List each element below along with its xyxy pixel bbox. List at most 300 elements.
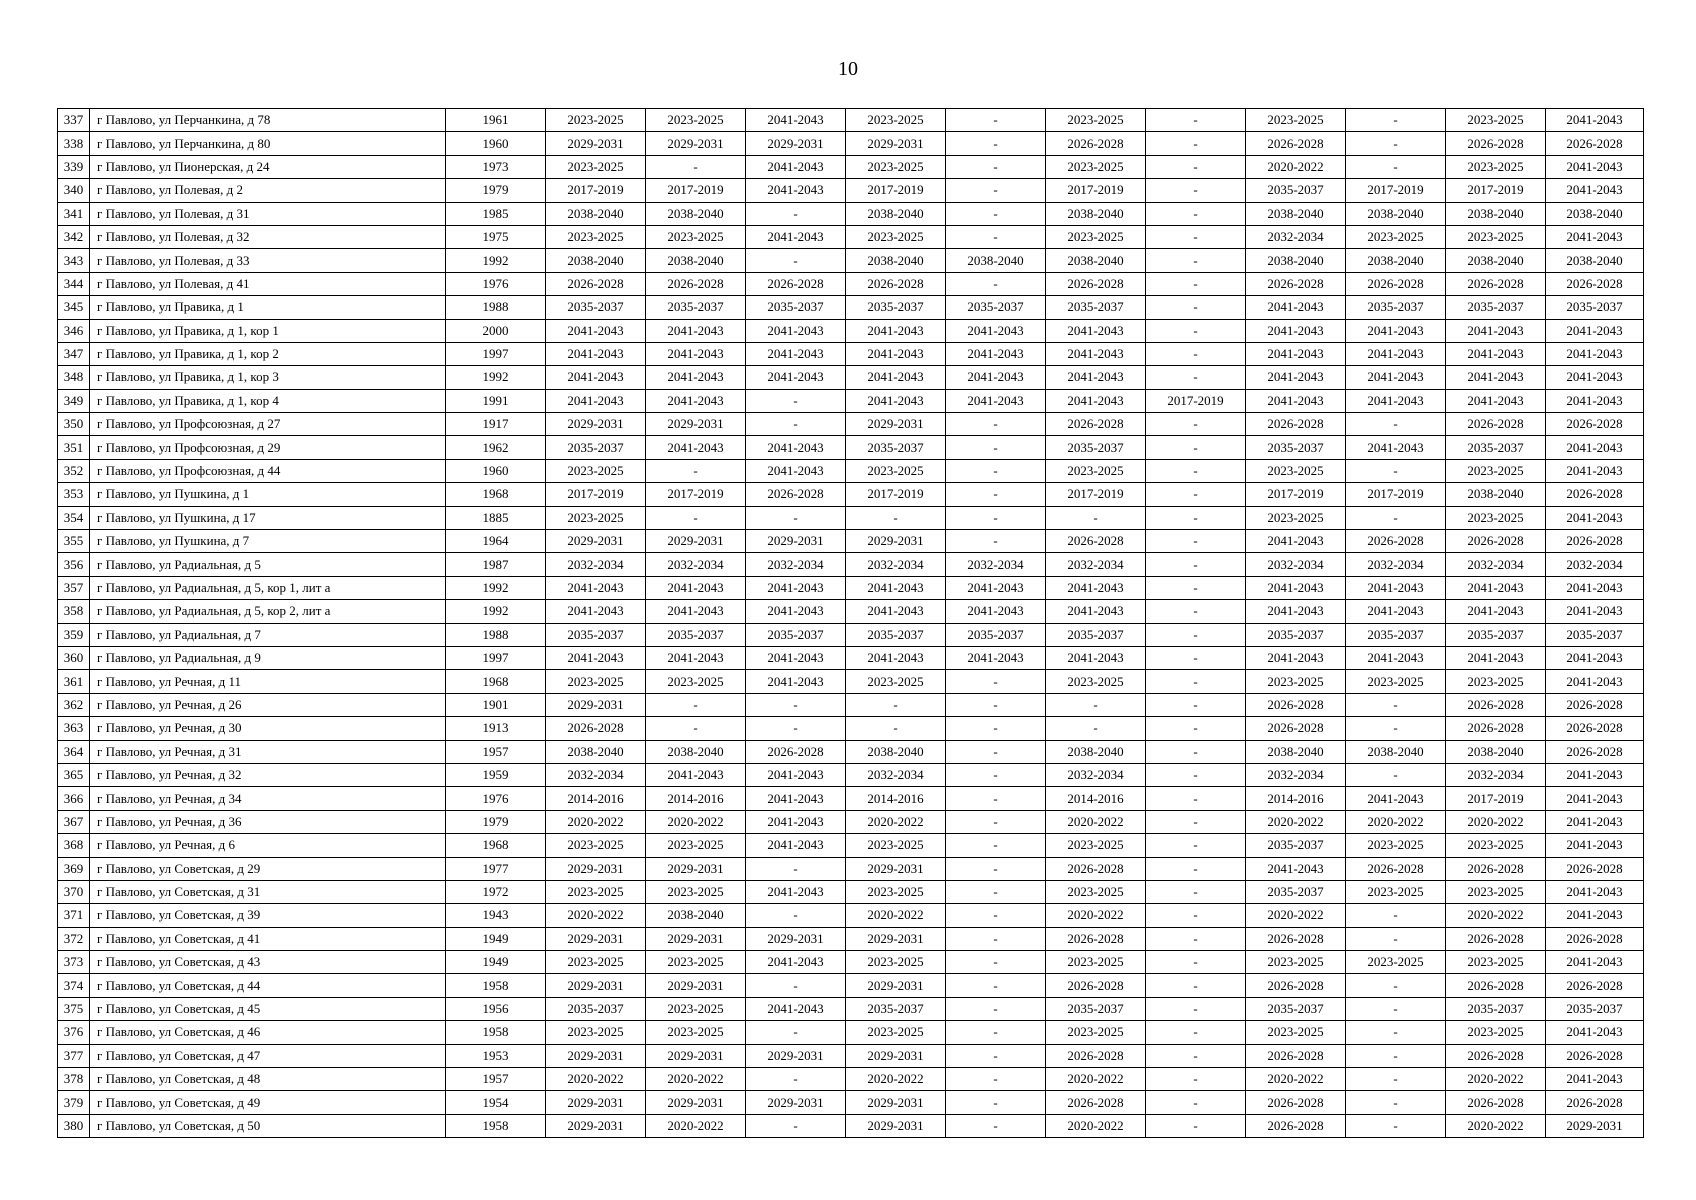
row-number-cell: 337 — [58, 109, 90, 132]
period-cell-9: 2038-2040 — [1346, 249, 1446, 272]
period-cell-11: 2035-2037 — [1546, 623, 1644, 646]
period-cell-1: 2023-2025 — [546, 834, 646, 857]
period-cell-10: 2038-2040 — [1446, 249, 1546, 272]
build-year-cell: 1961 — [446, 109, 546, 132]
period-cell-10: 2020-2022 — [1446, 904, 1546, 927]
build-year-cell: 1997 — [446, 646, 546, 669]
period-cell-9: - — [1346, 1044, 1446, 1067]
period-cell-8: 2026-2028 — [1246, 413, 1346, 436]
period-cell-9: - — [1346, 1091, 1446, 1114]
period-cell-4: 2023-2025 — [846, 109, 946, 132]
build-year-cell: 1964 — [446, 530, 546, 553]
period-cell-3: 2041-2043 — [746, 576, 846, 599]
period-cell-9: 2038-2040 — [1346, 202, 1446, 225]
table-row — [58, 530, 1644, 553]
period-cell-7: - — [1146, 951, 1246, 974]
address-cell: г Павлово, ул Пионерская, д 24 — [90, 155, 446, 178]
period-cell-1: 2023-2025 — [546, 109, 646, 132]
row-number-cell: 360 — [58, 646, 90, 669]
period-cell-10: 2026-2028 — [1446, 974, 1546, 997]
period-cell-5: - — [946, 1021, 1046, 1044]
period-cell-7: - — [1146, 717, 1246, 740]
address-cell: г Павлово, ул Пушкина, д 7 — [90, 530, 446, 553]
period-cell-2: 2029-2031 — [646, 857, 746, 880]
table-row — [58, 296, 1644, 319]
period-cell-3: 2041-2043 — [746, 646, 846, 669]
period-cell-7: - — [1146, 506, 1246, 529]
period-cell-4: - — [846, 717, 946, 740]
row-number-cell: 379 — [58, 1091, 90, 1114]
period-cell-4: 2041-2043 — [846, 389, 946, 412]
period-cell-3: 2041-2043 — [746, 763, 846, 786]
period-cell-8: 2041-2043 — [1246, 646, 1346, 669]
address-cell: г Павлово, ул Правика, д 1 — [90, 296, 446, 319]
period-cell-9: - — [1346, 1114, 1446, 1137]
period-cell-4: 2029-2031 — [846, 132, 946, 155]
period-cell-2: 2029-2031 — [646, 927, 746, 950]
period-cell-6: 2023-2025 — [1046, 670, 1146, 693]
row-number-cell: 359 — [58, 623, 90, 646]
period-cell-4: 2020-2022 — [846, 1068, 946, 1091]
period-cell-6: 2020-2022 — [1046, 1068, 1146, 1091]
period-cell-9: 2041-2043 — [1346, 787, 1446, 810]
table-row — [58, 576, 1644, 599]
period-cell-7: - — [1146, 155, 1246, 178]
row-number-cell: 355 — [58, 530, 90, 553]
row-number-cell: 375 — [58, 997, 90, 1020]
period-cell-11: 2038-2040 — [1546, 202, 1644, 225]
period-cell-10: 2023-2025 — [1446, 225, 1546, 248]
period-cell-3: - — [746, 857, 846, 880]
period-cell-5: - — [946, 530, 1046, 553]
period-cell-7: - — [1146, 319, 1246, 342]
table-row — [58, 249, 1644, 272]
period-cell-10: 2020-2022 — [1446, 1068, 1546, 1091]
period-cell-4: 2035-2037 — [846, 623, 946, 646]
table-body — [58, 109, 1644, 1138]
address-cell: г Павлово, ул Речная, д 36 — [90, 810, 446, 833]
period-cell-1: 2032-2034 — [546, 553, 646, 576]
period-cell-5: - — [946, 109, 1046, 132]
period-cell-11: 2026-2028 — [1546, 857, 1644, 880]
table-row — [58, 202, 1644, 225]
period-cell-2: 2020-2022 — [646, 1068, 746, 1091]
period-cell-6: 2020-2022 — [1046, 1114, 1146, 1137]
period-cell-4: 2029-2031 — [846, 530, 946, 553]
period-cell-10: 2023-2025 — [1446, 155, 1546, 178]
period-cell-11: 2041-2043 — [1546, 880, 1644, 903]
period-cell-6: 2026-2028 — [1046, 413, 1146, 436]
period-cell-11: 2026-2028 — [1546, 1091, 1644, 1114]
build-year-cell: 1949 — [446, 927, 546, 950]
build-year-cell: 1953 — [446, 1044, 546, 1067]
period-cell-10: 2023-2025 — [1446, 1021, 1546, 1044]
period-cell-7: - — [1146, 436, 1246, 459]
period-cell-10: 2026-2028 — [1446, 693, 1546, 716]
table-row — [58, 506, 1644, 529]
period-cell-10: 2023-2025 — [1446, 109, 1546, 132]
build-year-cell: 1976 — [446, 272, 546, 295]
period-cell-6: 2023-2025 — [1046, 155, 1146, 178]
row-number-cell: 340 — [58, 179, 90, 202]
table-row — [58, 413, 1644, 436]
period-cell-9: 2041-2043 — [1346, 600, 1446, 623]
period-cell-8: 2026-2028 — [1246, 1091, 1346, 1114]
period-cell-8: 2038-2040 — [1246, 249, 1346, 272]
period-cell-6: - — [1046, 506, 1146, 529]
period-cell-8: 2041-2043 — [1246, 319, 1346, 342]
period-cell-9: - — [1346, 763, 1446, 786]
period-cell-2: 2041-2043 — [646, 366, 746, 389]
period-cell-1: 2041-2043 — [546, 389, 646, 412]
period-cell-7: - — [1146, 459, 1246, 482]
period-cell-8: 2041-2043 — [1246, 342, 1346, 365]
build-year-cell: 1885 — [446, 506, 546, 529]
build-year-cell: 1997 — [446, 342, 546, 365]
build-year-cell: 1992 — [446, 576, 546, 599]
table-row — [58, 389, 1644, 412]
period-cell-5: - — [946, 810, 1046, 833]
period-cell-9: 2026-2028 — [1346, 857, 1446, 880]
address-cell: г Павлово, ул Пушкина, д 17 — [90, 506, 446, 529]
period-cell-6: - — [1046, 717, 1146, 740]
address-cell: г Павлово, ул Советская, д 43 — [90, 951, 446, 974]
table-row — [58, 857, 1644, 880]
period-cell-1: 2020-2022 — [546, 810, 646, 833]
period-cell-5: 2041-2043 — [946, 389, 1046, 412]
period-cell-1: 2035-2037 — [546, 997, 646, 1020]
period-cell-1: 2023-2025 — [546, 155, 646, 178]
table-row — [58, 927, 1644, 950]
row-number-cell: 356 — [58, 553, 90, 576]
period-cell-8: 2026-2028 — [1246, 693, 1346, 716]
period-cell-10: 2023-2025 — [1446, 459, 1546, 482]
address-cell: г Павлово, ул Радиальная, д 5, кор 1, лит а — [90, 576, 446, 599]
period-cell-2: 2029-2031 — [646, 974, 746, 997]
period-cell-3: 2026-2028 — [746, 272, 846, 295]
period-cell-3: 2041-2043 — [746, 787, 846, 810]
period-cell-10: 2041-2043 — [1446, 576, 1546, 599]
period-cell-4: 2029-2031 — [846, 974, 946, 997]
period-cell-2: 2029-2031 — [646, 132, 746, 155]
period-cell-6: 2041-2043 — [1046, 576, 1146, 599]
build-year-cell: 1972 — [446, 880, 546, 903]
period-cell-2: 2041-2043 — [646, 576, 746, 599]
period-cell-4: 2023-2025 — [846, 155, 946, 178]
table-row — [58, 646, 1644, 669]
row-number-cell: 346 — [58, 319, 90, 342]
period-cell-4: 2029-2031 — [846, 927, 946, 950]
period-cell-8: 2023-2025 — [1246, 506, 1346, 529]
period-cell-10: 2026-2028 — [1446, 857, 1546, 880]
period-cell-1: 2026-2028 — [546, 272, 646, 295]
period-cell-5: - — [946, 506, 1046, 529]
period-cell-11: 2041-2043 — [1546, 810, 1644, 833]
period-cell-9: 2023-2025 — [1346, 951, 1446, 974]
period-cell-3: 2041-2043 — [746, 880, 846, 903]
period-cell-2: 2020-2022 — [646, 1114, 746, 1137]
period-cell-8: 2026-2028 — [1246, 272, 1346, 295]
period-cell-1: 2023-2025 — [546, 506, 646, 529]
period-cell-2: 2041-2043 — [646, 646, 746, 669]
period-cell-8: 2032-2034 — [1246, 225, 1346, 248]
table-row — [58, 1044, 1644, 1067]
period-cell-11: 2041-2043 — [1546, 366, 1644, 389]
period-cell-1: 2041-2043 — [546, 600, 646, 623]
period-cell-2: 2023-2025 — [646, 109, 746, 132]
period-cell-1: 2023-2025 — [546, 670, 646, 693]
period-cell-8: 2035-2037 — [1246, 436, 1346, 459]
period-cell-1: 2026-2028 — [546, 717, 646, 740]
table-row — [58, 1068, 1644, 1091]
period-cell-1: 2014-2016 — [546, 787, 646, 810]
period-cell-7: - — [1146, 997, 1246, 1020]
period-cell-11: 2041-2043 — [1546, 1068, 1644, 1091]
period-cell-1: 2029-2031 — [546, 413, 646, 436]
period-cell-11: 2041-2043 — [1546, 1021, 1644, 1044]
period-cell-5: - — [946, 951, 1046, 974]
row-number-cell: 366 — [58, 787, 90, 810]
address-cell: г Павлово, ул Речная, д 6 — [90, 834, 446, 857]
period-cell-11: 2041-2043 — [1546, 763, 1644, 786]
table-row — [58, 155, 1644, 178]
period-cell-5: 2041-2043 — [946, 600, 1046, 623]
address-cell: г Павлово, ул Перчанкина, д 80 — [90, 132, 446, 155]
period-cell-8: 2041-2043 — [1246, 530, 1346, 553]
period-cell-4: 2041-2043 — [846, 600, 946, 623]
row-number-cell: 339 — [58, 155, 90, 178]
address-cell: г Павлово, ул Полевая, д 41 — [90, 272, 446, 295]
period-cell-10: 2026-2028 — [1446, 1091, 1546, 1114]
build-year-cell: 1962 — [446, 436, 546, 459]
period-cell-7: - — [1146, 974, 1246, 997]
period-cell-11: 2026-2028 — [1546, 413, 1644, 436]
period-cell-9: 2026-2028 — [1346, 530, 1446, 553]
period-cell-3: 2029-2031 — [746, 1091, 846, 1114]
build-year-cell: 1977 — [446, 857, 546, 880]
table-row — [58, 319, 1644, 342]
period-cell-3: 2041-2043 — [746, 600, 846, 623]
period-cell-9: - — [1346, 1068, 1446, 1091]
period-cell-8: 2035-2037 — [1246, 834, 1346, 857]
period-cell-10: 2038-2040 — [1446, 202, 1546, 225]
period-cell-9: 2023-2025 — [1346, 225, 1446, 248]
build-year-cell: 1992 — [446, 249, 546, 272]
period-cell-2: 2029-2031 — [646, 413, 746, 436]
period-cell-5: - — [946, 927, 1046, 950]
period-cell-1: 2029-2031 — [546, 132, 646, 155]
period-cell-11: 2026-2028 — [1546, 717, 1644, 740]
table-row — [58, 740, 1644, 763]
period-cell-9: - — [1346, 132, 1446, 155]
period-cell-3: 2029-2031 — [746, 1044, 846, 1067]
period-cell-10: 2023-2025 — [1446, 880, 1546, 903]
address-cell: г Павлово, ул Пушкина, д 1 — [90, 483, 446, 506]
period-cell-7: - — [1146, 553, 1246, 576]
repair-schedule-table — [57, 108, 1644, 1138]
period-cell-3: 2041-2043 — [746, 810, 846, 833]
build-year-cell: 1958 — [446, 1021, 546, 1044]
period-cell-3: 2041-2043 — [746, 342, 846, 365]
period-cell-2: 2023-2025 — [646, 951, 746, 974]
period-cell-4: 2029-2031 — [846, 1091, 946, 1114]
period-cell-3: - — [746, 202, 846, 225]
period-cell-7: - — [1146, 366, 1246, 389]
row-number-cell: 371 — [58, 904, 90, 927]
period-cell-6: 2038-2040 — [1046, 249, 1146, 272]
period-cell-3: 2041-2043 — [746, 436, 846, 459]
period-cell-4: 2041-2043 — [846, 646, 946, 669]
period-cell-6: 2041-2043 — [1046, 600, 1146, 623]
period-cell-2: 2029-2031 — [646, 1091, 746, 1114]
period-cell-9: - — [1346, 997, 1446, 1020]
period-cell-8: 2041-2043 — [1246, 857, 1346, 880]
period-cell-5: - — [946, 740, 1046, 763]
build-year-cell: 1988 — [446, 296, 546, 319]
period-cell-10: 2026-2028 — [1446, 413, 1546, 436]
period-cell-8: 2026-2028 — [1246, 1114, 1346, 1137]
period-cell-6: 2023-2025 — [1046, 459, 1146, 482]
row-number-cell: 372 — [58, 927, 90, 950]
period-cell-6: 2023-2025 — [1046, 225, 1146, 248]
period-cell-11: 2026-2028 — [1546, 1044, 1644, 1067]
period-cell-10: 2023-2025 — [1446, 951, 1546, 974]
period-cell-5: - — [946, 834, 1046, 857]
period-cell-5: - — [946, 763, 1046, 786]
period-cell-1: 2038-2040 — [546, 202, 646, 225]
period-cell-7: - — [1146, 1021, 1246, 1044]
row-number-cell: 367 — [58, 810, 90, 833]
address-cell: г Павлово, ул Советская, д 50 — [90, 1114, 446, 1137]
period-cell-7: - — [1146, 1044, 1246, 1067]
period-cell-9: 2041-2043 — [1346, 576, 1446, 599]
period-cell-5: 2041-2043 — [946, 342, 1046, 365]
period-cell-1: 2023-2025 — [546, 459, 646, 482]
period-cell-5: - — [946, 857, 1046, 880]
build-year-cell: 1943 — [446, 904, 546, 927]
period-cell-9: - — [1346, 974, 1446, 997]
table-row — [58, 787, 1644, 810]
period-cell-6: 2023-2025 — [1046, 951, 1146, 974]
period-cell-6: 2026-2028 — [1046, 132, 1146, 155]
period-cell-11: 2041-2043 — [1546, 904, 1644, 927]
period-cell-8: 2041-2043 — [1246, 296, 1346, 319]
period-cell-4: 2035-2037 — [846, 296, 946, 319]
table-row — [58, 834, 1644, 857]
period-cell-2: 2023-2025 — [646, 225, 746, 248]
address-cell: г Павлово, ул Полевая, д 2 — [90, 179, 446, 202]
address-cell: г Павлово, ул Речная, д 34 — [90, 787, 446, 810]
period-cell-11: 2041-2043 — [1546, 834, 1644, 857]
period-cell-10: 2023-2025 — [1446, 834, 1546, 857]
period-cell-4: 2023-2025 — [846, 951, 946, 974]
period-cell-9: - — [1346, 459, 1446, 482]
period-cell-4: 2020-2022 — [846, 904, 946, 927]
address-cell: г Павлово, ул Профсоюзная, д 29 — [90, 436, 446, 459]
period-cell-11: 2041-2043 — [1546, 787, 1644, 810]
period-cell-5: - — [946, 483, 1046, 506]
period-cell-8: 2023-2025 — [1246, 109, 1346, 132]
table-row — [58, 810, 1644, 833]
period-cell-8: 2020-2022 — [1246, 1068, 1346, 1091]
table-row — [58, 670, 1644, 693]
period-cell-8: 2032-2034 — [1246, 763, 1346, 786]
table-row — [58, 459, 1644, 482]
period-cell-8: 2035-2037 — [1246, 179, 1346, 202]
period-cell-1: 2038-2040 — [546, 740, 646, 763]
period-cell-1: 2029-2031 — [546, 1091, 646, 1114]
period-cell-8: 2038-2040 — [1246, 202, 1346, 225]
period-cell-1: 2020-2022 — [546, 1068, 646, 1091]
row-number-cell: 377 — [58, 1044, 90, 1067]
period-cell-6: 2017-2019 — [1046, 179, 1146, 202]
build-year-cell: 1901 — [446, 693, 546, 716]
period-cell-10: 2041-2043 — [1446, 600, 1546, 623]
period-cell-10: 2026-2028 — [1446, 927, 1546, 950]
build-year-cell: 2000 — [446, 319, 546, 342]
build-year-cell: 1957 — [446, 740, 546, 763]
period-cell-3: 2041-2043 — [746, 997, 846, 1020]
period-cell-8: 2023-2025 — [1246, 670, 1346, 693]
period-cell-7: - — [1146, 272, 1246, 295]
build-year-cell: 1968 — [446, 483, 546, 506]
row-number-cell: 364 — [58, 740, 90, 763]
period-cell-11: 2026-2028 — [1546, 974, 1644, 997]
row-number-cell: 344 — [58, 272, 90, 295]
period-cell-10: 2041-2043 — [1446, 389, 1546, 412]
period-cell-10: 2041-2043 — [1446, 342, 1546, 365]
period-cell-3: 2041-2043 — [746, 834, 846, 857]
period-cell-3: 2035-2037 — [746, 296, 846, 319]
row-number-cell: 378 — [58, 1068, 90, 1091]
build-year-cell: 1958 — [446, 974, 546, 997]
period-cell-10: 2026-2028 — [1446, 530, 1546, 553]
period-cell-8: 2026-2028 — [1246, 1044, 1346, 1067]
period-cell-3: 2041-2043 — [746, 366, 846, 389]
table-row — [58, 179, 1644, 202]
period-cell-9: 2032-2034 — [1346, 553, 1446, 576]
period-cell-4: 2041-2043 — [846, 576, 946, 599]
address-cell: г Павлово, ул Советская, д 46 — [90, 1021, 446, 1044]
period-cell-5: - — [946, 717, 1046, 740]
period-cell-4: 2038-2040 — [846, 202, 946, 225]
period-cell-11: 2041-2043 — [1546, 225, 1644, 248]
period-cell-2: 2023-2025 — [646, 880, 746, 903]
period-cell-6: 2023-2025 — [1046, 109, 1146, 132]
period-cell-1: 2029-2031 — [546, 693, 646, 716]
period-cell-8: 2023-2025 — [1246, 459, 1346, 482]
address-cell: г Павлово, ул Советская, д 31 — [90, 880, 446, 903]
period-cell-4: 2023-2025 — [846, 459, 946, 482]
period-cell-9: - — [1346, 904, 1446, 927]
period-cell-2: - — [646, 693, 746, 716]
period-cell-9: 2041-2043 — [1346, 342, 1446, 365]
build-year-cell: 1973 — [446, 155, 546, 178]
period-cell-4: 2032-2034 — [846, 763, 946, 786]
period-cell-7: - — [1146, 225, 1246, 248]
row-number-cell: 341 — [58, 202, 90, 225]
period-cell-5: 2035-2037 — [946, 623, 1046, 646]
period-cell-3: - — [746, 1021, 846, 1044]
period-cell-2: - — [646, 506, 746, 529]
period-cell-8: 2035-2037 — [1246, 623, 1346, 646]
period-cell-7: - — [1146, 342, 1246, 365]
period-cell-11: 2041-2043 — [1546, 342, 1644, 365]
address-cell: г Павлово, ул Советская, д 44 — [90, 974, 446, 997]
period-cell-10: 2032-2034 — [1446, 553, 1546, 576]
row-number-cell: 365 — [58, 763, 90, 786]
period-cell-11: 2038-2040 — [1546, 249, 1644, 272]
